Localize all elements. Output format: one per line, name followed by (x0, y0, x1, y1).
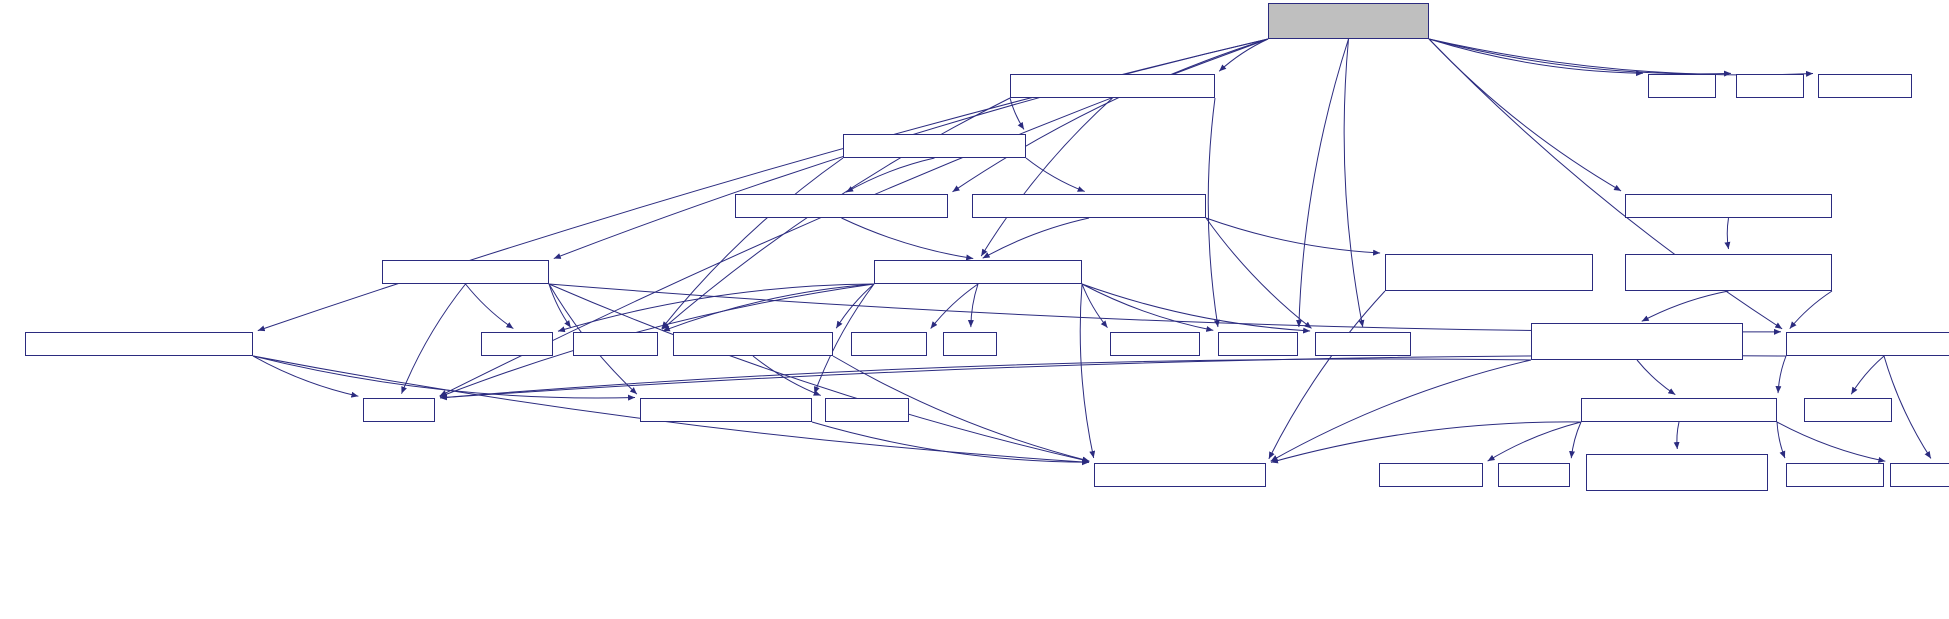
edge-smartref-to-typeinfo (662, 158, 843, 329)
edge-objectcontainerbase-to-kernel (1269, 291, 1385, 459)
edge-streambuffer-to-cstring (1082, 284, 1213, 330)
graph-node-smartdatastoreptr[interactable] (1625, 254, 1832, 291)
graph-node-memory[interactable] (1804, 398, 1892, 422)
edge-smartrefbase-to-streambuffer (842, 218, 974, 259)
edge-smartref-to-smartrefbase (846, 158, 934, 192)
graph-node-list[interactable] (943, 332, 997, 356)
edge-streambuffer-to-algorithm (1082, 284, 1310, 331)
edge-ntuple-to-kernel (549, 284, 1089, 461)
graph-node-algorithm[interactable] (1315, 332, 1411, 356)
edge-dataobject-to-memory (1851, 356, 1884, 394)
edge-streambuffer-to-cstdlib (931, 284, 978, 329)
edge-root-to-limits (1429, 39, 1731, 74)
graph-node-unistd[interactable] (825, 398, 909, 422)
graph-node-stdexcept[interactable] (1818, 74, 1912, 98)
edge-datatypeinfo-to-smartref (1010, 98, 1024, 129)
edge-smartdatastoreptr-to-smartdataobjectptr (1642, 291, 1729, 321)
graph-node-datatypeinfo[interactable] (1010, 74, 1215, 98)
edge-streambuffer-to-typeinfo (663, 284, 874, 331)
edge-datatypeinfo-to-cstring (1208, 98, 1218, 327)
graph-node-kernel[interactable] (1094, 463, 1266, 487)
edge-smartdataobjectptr-to-string (440, 359, 1531, 398)
edge-ntuple-to-typeinfo (549, 284, 571, 328)
edge-iopaqueaddress-to-classid (253, 356, 635, 398)
graph-node-objectcontainerbase[interactable] (1385, 254, 1593, 291)
edge-smartdatastoreptr-to-dataobject (1790, 291, 1832, 329)
graph-node-ostream[interactable] (1890, 463, 1949, 487)
edge-statuscode-to-ostream (1777, 422, 1885, 461)
graph-node-string[interactable] (363, 398, 435, 422)
graph-node-utility[interactable] (1498, 463, 1570, 487)
edge-smartdataobjectptr-to-statuscode (1637, 360, 1675, 395)
edge-classid-to-kernel (812, 422, 1089, 462)
edge-root-to-smartrefbase (952, 39, 1268, 192)
graph-node-ntuple[interactable] (382, 260, 549, 284)
edge-statuscode-to-boost_overload (1677, 422, 1679, 449)
graph-node-swab[interactable] (673, 332, 833, 356)
edge-swab-to-unistd (753, 356, 821, 395)
edge-streambuffer-to-iostream (1082, 284, 1107, 328)
edge-containedobject-to-algorithm (1206, 218, 1312, 328)
graph-node-boost_overload[interactable] (1586, 454, 1768, 491)
graph-node-classid[interactable] (640, 398, 812, 422)
edge-root-to-cfloat (1429, 39, 1643, 73)
edge-statuscode-to-kernel (1271, 422, 1581, 462)
graph-node-statuscode[interactable] (1581, 398, 1777, 422)
edge-iopaqueaddress-to-string (253, 356, 358, 396)
edge-root-to-datatypeinfo (1219, 39, 1268, 71)
graph-node-cfloat[interactable] (1648, 74, 1716, 98)
edge-smartdataobjectptr-to-kernel (1271, 360, 1531, 461)
edge-statuscode-to-utility (1571, 422, 1581, 458)
edge-smartdataptr-to-smartdatastoreptr (1727, 218, 1728, 249)
graph-node-cstdlib[interactable] (851, 332, 927, 356)
graph-node-containedobject[interactable] (972, 194, 1206, 218)
edge-containedobject-to-streambuffer (983, 218, 1089, 258)
graph-node-functional[interactable] (1786, 463, 1884, 487)
graph-node-iopaqueaddress[interactable] (25, 332, 253, 356)
edge-root-to-algorithm (1344, 39, 1363, 327)
graph-node-type_traits[interactable] (1379, 463, 1483, 487)
edge-statuscode-to-functional (1777, 422, 1785, 458)
graph-node-smartdataobjectptr[interactable] (1531, 323, 1743, 360)
edge-statuscode-to-type_traits (1488, 422, 1581, 461)
edge-streambuffer-to-vector (558, 284, 874, 331)
edge-dataobject-to-statuscode (1778, 356, 1786, 393)
graph-node-vector[interactable] (481, 332, 553, 356)
graph-node-smartrefbase[interactable] (735, 194, 948, 218)
edge-root-to-stdexcept (1429, 39, 1813, 75)
edge-containedobject-to-objectcontainerbase (1206, 218, 1380, 253)
graph-node-streambuffer[interactable] (874, 260, 1082, 284)
edge-root-to-cstring (1299, 39, 1349, 327)
edge-datatypeinfo-to-streambuffer (981, 98, 1112, 256)
graph-node-smartref[interactable] (843, 134, 1026, 158)
edge-root-to-smartdataptr (1429, 39, 1621, 191)
graph-node-dataobject[interactable] (1786, 332, 1949, 356)
graph-node-cstring[interactable] (1218, 332, 1298, 356)
edge-ntuple-to-string (402, 284, 466, 394)
graph-node-limits[interactable] (1736, 74, 1804, 98)
edge-ntuple-to-vector (466, 284, 514, 329)
edge-streambuffer-to-kernel (1080, 284, 1093, 458)
edge-smartref-to-containedobject (1026, 158, 1085, 192)
edge-dataobject-to-string (440, 356, 1786, 398)
graph-node-typeinfo[interactable] (573, 332, 658, 356)
graph-node-iostream[interactable] (1110, 332, 1200, 356)
graph-node-root[interactable] (1268, 3, 1429, 39)
graph-node-smartdataptr[interactable] (1625, 194, 1832, 218)
edge-streambuffer-to-list (971, 284, 978, 327)
edge-streambuffer-to-swab (836, 284, 874, 328)
